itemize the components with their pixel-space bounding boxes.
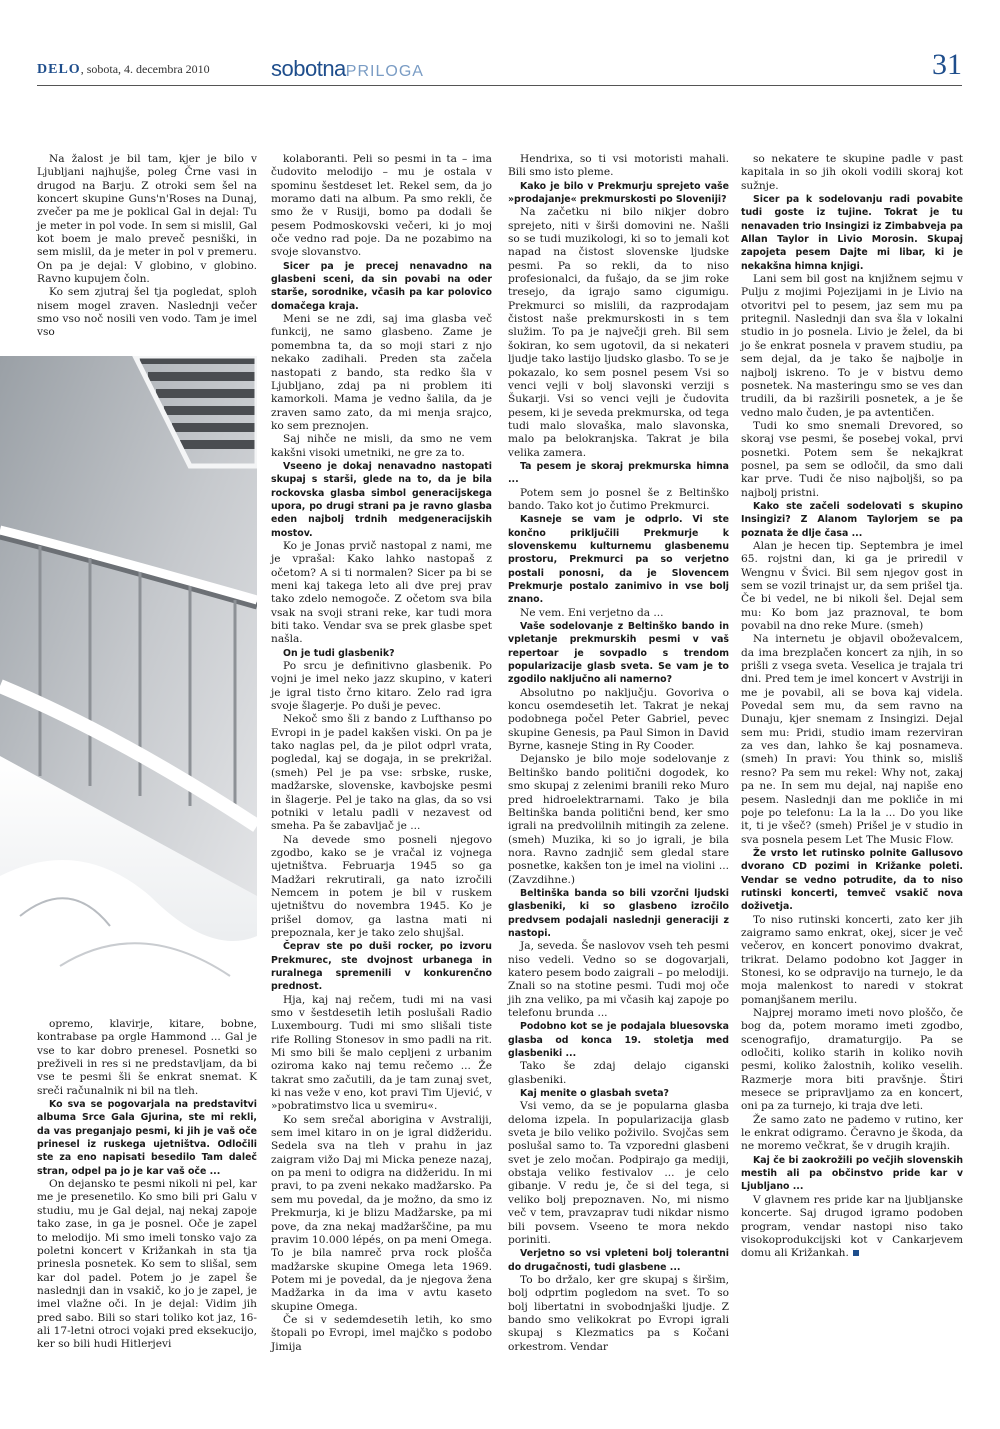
paragraph: kolaboranti. Peli so pesmi in ta – ima čudovito melodijo – mu je ostala v spominu šestdeset let. Rekel sem, da jo moramo dati na album. Pa smo rekli, če smo že v Rusiji, bomo pa dodali še pesem Podmoskovski večeri, ki jo moj oče vedno rad poje. Da ne pozabimo na svoje slovanstvo. <box>271 153 492 259</box>
paragraph: Vsi vemo, da se je popularna glasba deloma izpela. In popularizacija glasb sveta je bilo veliko poživilo. Svojčas sem poslušal samo to. Ta vzporedni glasbeni svet je zelo močan. Podpirajo ga mediji, obstaja veliko festivalov ... je celo gibanje. V redu je, če si del tega, si veliko bolj prepoznaven. No, mi nismo več v tem, pravzaprav tudi nikdar nismo bili povsem. Vseeno te mora nekdo poriniti. <box>508 1100 729 1246</box>
paragraph: Ko sem srečal aborigina v Avstraliji, sem imel kitaro in on je igral didžeridu. Sedela sva na tleh v prahu in jaz zaigram vižo Daj mi Micka peneze nazaj, on pa meni to odigra na didžeridu. In mi pravi, to pa zveni nekako madžarsko. Pa sem mu povedal, da je možno, da smo iz Prekmurja, ki je blizu Madžarske, pa mi pove, da zna nekaj madžarščine, pa mu pravim 10.000 lépés, on pa meni Omega. To je bila namreč prva rock plošča madžarske skupine Omega leta 1969. Potem mi je povedal, da je njegova žena Madžarka in da ima v avtu kaseto skupine Omega. <box>271 1113 492 1313</box>
column-2 <box>271 153 492 1354</box>
header-rule <box>37 85 962 86</box>
paragraph: Na začetku ni bilo nikjer dobro sprejeto, niti v širši domovini ne. Našli so se tudi muzikologi, ki so to jemali kot napad na čistost slovenske ljudske pesmi. Pa so rekli, da to niso profesionalci, da fušajo, da se jim roke tresejo, da igrajo samo cigumigu. Prekmurci so mislili, da razprodajam čistost naše prekmurskosti in s tem služim. To pa je največji greh. Bil sem šokiran, ko sem ugotovil, da si nekateri ljudje tako lastijo ljudsko glasbo. To se je pokazalo, ko sem posnel pesem Vsi so venci vejli v bolj slavonski verziji s Šukarji. Vsi so venci vejli je čudovita pesem, ki je seveda prekmurska, od tega tudi malo slovaška, malo slavonska, malo pa belokranjska. Takrat je bila velika zamera. <box>508 206 729 459</box>
paper-title: DELO <box>37 62 81 77</box>
paragraph: Hendrixa, so ti vsi motoristi mahali. Bili smo isto pleme. <box>508 153 729 179</box>
paragraph: Ja, seveda. Še naslovov vseh teh pesmi niso vedeli. Vedno so se dogovarjali, katero pesem bodo zaigrali – po melodiji. Znali so na stotine pesmi. Tudi moj oče jih zna veliko, pa mi včasih kaj zapoje po telefonu brunda ... <box>508 940 729 1019</box>
paragraph: Meni se ne zdi, saj ima glasba več funkcij, ne samo glasbeno. Zame je pomembna ta, da so moji stari z njo nekako zadihali. Preden sta začela nastopati z bando, sta redko šla v Ljubljano, zdaj pa ni problem iti kamorkoli. Mama je vedno šalila, da je zraven samo zato, da mi menja srajco, ko sem preznojen. <box>271 313 492 432</box>
supplement-light: PRILOGA <box>345 63 424 80</box>
interview-question: On je tudi glasbenik? <box>283 647 395 659</box>
snow-railing-image <box>0 356 257 1013</box>
paragraph: Alan je hecen tip. Septembra je imel 65. rojstni dan, ki ga je priredil v Wengnu v Švici. Bil sem njegov gost in sem se vozil trinajst ur, da sem prišel tja. Če bi vedel, ne bi nikoli šel. Dejal sem mu: Ko bom jaz praznoval, te bom povabil na dno reke Mure. (smeh) <box>741 539 963 633</box>
paragraph: Na devede smo posneli njegovo zgodbo, kako se je vračal iz vojnega ujetništva. Februarja 1945 so ga Madžari rekrutirali, ga nato izročili Nemcem in potem je bil v ruskem ujetništvu do novembra 1945. Ko je prišel domov, ga lastna mati ni prepoznala, ker je tako zelo shujšal. <box>271 833 492 939</box>
interview-question: Vseeno je dokaj nenavadno nastopati skupaj s starši, glede na to, da je bila rockovska glasba simbol generacijskega upora, po drugi strani pa je ravno glasba eden najbolj trdnih medgeneracijskih mostov. <box>271 460 492 539</box>
interview-question: Že vrsto let rutinsko polnite Gallusovo dvorano CD pozimi in Križanke poleti. Vendar se vedno potrudite, da to niso rutinski koncerti, temveč vsakič nova doživetja. <box>741 847 963 913</box>
interview-question: Ko sva se pogovarjala na predstavitvi albuma Srce Gala Gjurina, ste mi rekli, da vas preganjajo pesmi, ki jih je vaš oče prinesel iz ruskega ujetništva. Odločili ste za eno napisati besedilo Tam daleč stran, odpel pa jo je kar vaš oče ... <box>37 1099 257 1177</box>
paragraph: Najprej moramo imeti novo ploščo, če bog da, potem moramo imeti zgodbo, scenografijo, dramaturgijo. Pa se odločiti, koliko starih in koliko novih pesmi, koliko žalostnih, koliko veselih. Razmerje mora biti pravšnje. Štiri mesece se pripravljamo za en koncert, oni pa za turnejo, ki traja dve leti. <box>741 1007 963 1113</box>
interview-question: Sicer pa k sodelovanju radi povabite tudi goste iz tujine. Tokrat je tu nenavaden trio Insingizi iz Zimbabveja pa Allan Taylor in Livio Morosin. Skupaj zapojeta pesem Dajte mi libar, ki je nekakšna himna knjigi. <box>741 194 963 272</box>
supplement-title <box>271 56 424 82</box>
snow-photo <box>0 356 257 1013</box>
paragraph: Na internetu je objavil oboževalcem, da ima brezplačen koncert za njih, in so prišli z vsega sveta. Veselica je trajala tri dni. Pred tem je imel koncert v Avstriji in me je povabil, ali se bova kaj videla. Povedal sem mu, da sem ravno na Dunaju, kjer snemam z Insingizi. Dejal sem mu: Pridi, studio imam rezerviran za ves dan, lahko še kaj posnameva. (smeh) In pravi: You think so, misliš resno? Pa sem mu rekel: Why not, zakaj pa ne. In sem mu dejal, naj napiše eno pesem. Naslednji dan me pokliče in mi poje po telefonu: La la la ... Do you like it, ti je všeč? (smeh) Prišel je v studio in sva posnela pesem Let The Music Flow. <box>741 633 963 846</box>
paragraph: Ne vem. Eni verjetno da ... <box>520 606 664 619</box>
paragraph: Po srcu je definitivno glasbenik. Po vojni je imel neko jazz skupino, v kateri je igral tisto črno kitaro. Zelo rad igra svoje šlagerje. Po duši je pevec. <box>271 660 492 713</box>
issue-date: , sobota, 4. decembra 2010 <box>80 62 210 76</box>
paragraph: opremo, klavirje, kitare, bobne, kontrabase pa orgle Hammond ... Gal je vse to kar dobro prenesel. Posnetki so preživeli in res si ne predstavljam, da bi vse te pesmi šli še enkrat snemat. K sreči računalnik ni bil na tleh. <box>37 1018 257 1097</box>
paragraph: Že samo zato ne pademo v rutino, ker le enkrat odigramo. Čeravno je škoda, da ne moremo večkrat, še v drugih krajih. <box>741 1113 963 1153</box>
paragraph: Absolutno po naključju. Govoriva o koncu osemdesetih let. Takrat je nekaj podobnega počel Peter Gabriel, pevec skupine Genesis, pa Paul Simon in David Byrne, kasneje Sting in Ry Cooder. <box>508 686 729 753</box>
interview-question: Vaše sodelovanje z Beltinško bando in vpletanje prekmurskih pesmi v vaš repertoar je sovpadlo s trendom popularizacije glasb sveta. Se vam je to zgodilo naključno ali namerno? <box>508 621 729 686</box>
interview-question: Kako je bilo v Prekmurju sprejeto vaše »prodajanje« prekmurskosti po Sloveniji? <box>508 180 729 206</box>
paragraph: Ko je Jonas prvič nastopal z nami, me je vprašal: Kako lahko nastopaš z očetom? A si ti normalen? Sicer pa bi se meni kaj takega leto ali dve prej prav tako zdelo nemogoče. Z očetom sva bila vsak na svoji strani reke, kar tudi mora biti tako. Vendar sva se prek glasbe spet našla. <box>271 539 492 646</box>
paragraph: Tako še zdaj delajo ciganski glasbeniki. <box>508 1060 729 1086</box>
interview-question: Sicer pa je precej nenavadno na glasbeni sceni, da sin povabi na oder starše, sorodnike, včasih pa kar polovico domačega kraja. <box>271 260 492 312</box>
paragraph: On dejansko te pesmi nikoli ni pel, kar me je presenetilo. Ko smo bili pri Galu v studiu, mu je Gal dejal, naj nekaj zapoje tako zase, in ga je posnel. Oče je zapel to melodijo. Mi smo imeli tonsko vajo za poletni koncert v Križankah in sta tja prinesla posnetek. Ko sem to slišal, sem kar dol padel. Potem jo je zapel še naslednji dan in vsakič, ko jo je zapel, je imel vlažne oči. In je dejal: Vidim jih pred sabo. Bili so stari toliko kot jaz, 16- ali 17-letni otroci vojaki pred eksekucijo, ker so bili hudi Hitlerjevi <box>37 1178 257 1351</box>
interview-question: Verjetno so vsi vpleteni bolj tolerantni do drugačnosti, tudi glasbene ... <box>508 1248 729 1273</box>
interview-question: Kako ste začeli sodelovati s skupino Insingizi? Z Alanom Taylorjem se pa poznata že dlje časa ... <box>741 500 963 539</box>
interview-question: Podobno kot se je podajala bluesovska glasba od konca 19. stoletja med glasbeniki ... <box>508 1021 729 1060</box>
paragraph: Ko sem zjutraj šel tja pogledat, sploh nisem mogel zraven. Naslednji večer smo vso noč nosili ven vodo. Tam je imel vso <box>37 286 257 339</box>
interview-question: Kaj če bi zaokrožili po večjih slovenskih mestih ali pa občinstvo pride kar v Ljubljano ... <box>741 1154 963 1193</box>
paragraph: To niso rutinski koncerti, zato ker jih zaigramo samo enkrat, okej, sicer je več večerov, en koncert ponovimo dvakrat, trikrat. Delamo podobno kot Jagger in Stonesi, ko se odpravijo na turnejo, le da moja malenkost to naredi v stokrat pomanjšanem merilu. <box>741 913 963 1006</box>
paragraph: Nekoč smo šli z bando z Lufthanso po Evropi in je padel kakšen viski. On pa je tako naglas pel, da je pilot odprl vrata, pogledal, kaj se dogaja, in se prekrižal. (smeh) Pel je pa vse: srbske, ruske, madžarske, slovenske, kavbojske pesmi in šlagerje. Pel je tako na glas, da so vsi potniki v letalu padli v nezavest od smeha. Pa še zabavljač je ... <box>271 713 492 833</box>
paragraph: Če si v sedemdesetih letih, ko smo štopali po Evropi, imel majčko s podobo Jimija <box>271 1313 492 1353</box>
paragraph: Potem sem jo posnel še z Beltinško bando. Tako kot jo čutimo Prekmurci. <box>508 486 729 512</box>
page-number: 31 <box>932 48 962 81</box>
paragraph: Dejansko je bilo moje sodelovanje z Beltinško bando politični dogodek, ko smo skupaj z zelenimi branili reko Muro pred hidroelektrarnami. Tako je bila Beltinška banda politični bend, ker smo igrali na predvolilnih mitingih za zelene. (smeh) Muzika, ki so jo igrali, je bila nora. Ravno zadnjič sem gledal stare posnetke, kakšen ton je imel na violini ... (Zavzdihne.) <box>508 753 729 886</box>
paragraph: so nekatere te skupine padle v past kapitala in so jih okoli vodili skoraj kot sužnje. <box>741 153 963 192</box>
masthead <box>37 48 962 84</box>
column-4 <box>741 153 963 1261</box>
column-1-top <box>37 153 257 340</box>
paragraph: V glavnem res pride kar na ljubljanske koncerte. Saj drugod igramo podoben program, vendar nastopi niso tako visokoprodukcijski kot v Cankarjevem domu ali Križankah. <box>741 1193 963 1260</box>
column-3 <box>508 153 729 1354</box>
paper-name <box>37 62 210 78</box>
interview-question: Kasneje se vam je odprlo. Vi ste končno priključili Prekmurje k slovenskemu kulturnemu glasbenemu prostoru, Prekmurci pa so verjetno postali ponosni, da je Slovencem Prekmurje postalo zanimivo in vse bolj znano. <box>508 514 729 606</box>
paragraph: Hja, kaj naj rečem, tudi mi na vasi smo v šestdesetih letih poslušali Radio Luxembourg. Tudi mi smo slišali tiste rife Rolling Stonesov in smo padli na rit. Mi smo bili še malo cepljeni z urbanim oziroma kako naj temu rečemo ... Že takrat smo začutili, da je tam zunaj svet, ki nas veže v eno, kot pravi Tim Ujević, v »pobratimstvo lica u svemiru«. <box>271 993 492 1113</box>
paragraph: Na žalost je bil tam, kjer je bilo v Ljubljani najhujše, poleg Črne vasi in drugod na Barju. Z otroki sem šel na koncert skupine Guns'n'Roses na Dunaj, zvečer pa me je poklical Gal in dejal: Tu je meter in pol vode. In sem si mislil, Gal kot boem je malo preveč pesniški, in sem mislil, da je meter in pol v premeru. On pa je dejal: V globino, v globino. Ravno kupujem čoln. <box>37 153 257 286</box>
interview-question: Ta pesem je skoraj prekmurska himna ... <box>508 460 729 486</box>
interview-question: Kaj menite o glasbah sveta? <box>520 1088 669 1100</box>
paragraph: Saj nihče ne misli, da smo ne vem kakšni visoki umetniki, ne gre za to. <box>271 433 492 459</box>
supplement-bold: sobotna <box>271 56 346 81</box>
end-of-article-mark <box>853 1250 859 1256</box>
paragraph: Lani sem bil gost na knjižnem sejmu v Pulju z mojimi Pojezijami in je Livio na otvoritvi pel to pesem, jaz sem mu pa pritegnil. Naslednji dan sva šla v lokalni studio in jo posnela. Livio je želel, da bi jo še enkrat posnela v pravem studiu, pa sem dejal, da je tako še najbolje in najbolj iskreno. To je v bistvu demo posnetek. Na masteringu smo se ves dan trudili, da bi razširili posnetek, a je še vedno malo čuden, je pa avtentičen. <box>741 273 963 419</box>
paragraph: Tudi ko smo snemali Drevored, so skoraj vse pesmi, še posebej vokal, prvi posnetki. Potem sem še nekajkrat posnel, pa sem se odločil, da smo dali kar prve. Tudi če niso najboljši, so pa najbolj pristni. <box>741 419 963 499</box>
interview-question: Beltinška banda so bili vzorčni ljudski glasbeniki, ki so glasbeno izročilo predvsem podajali naslednji generaciji z nastopi. <box>508 887 729 939</box>
interview-question: Čeprav ste po duši rocker, po izvoru Prekmurec, ste dvojnost urbanega in ruralnega spremenili v konkurenčno prednost. <box>271 941 492 993</box>
column-1-bottom <box>37 1018 257 1352</box>
paragraph: To bo držalo, ker gre skupaj s širšim, bolj odprtim pogledom na svet. To so bolj libertatni in svobodnjaški ljudje. Z bando smo velikokrat po Evropi igrali skupaj s Klezmatics pa s Kočani orkestrom. Vendar <box>508 1273 729 1353</box>
